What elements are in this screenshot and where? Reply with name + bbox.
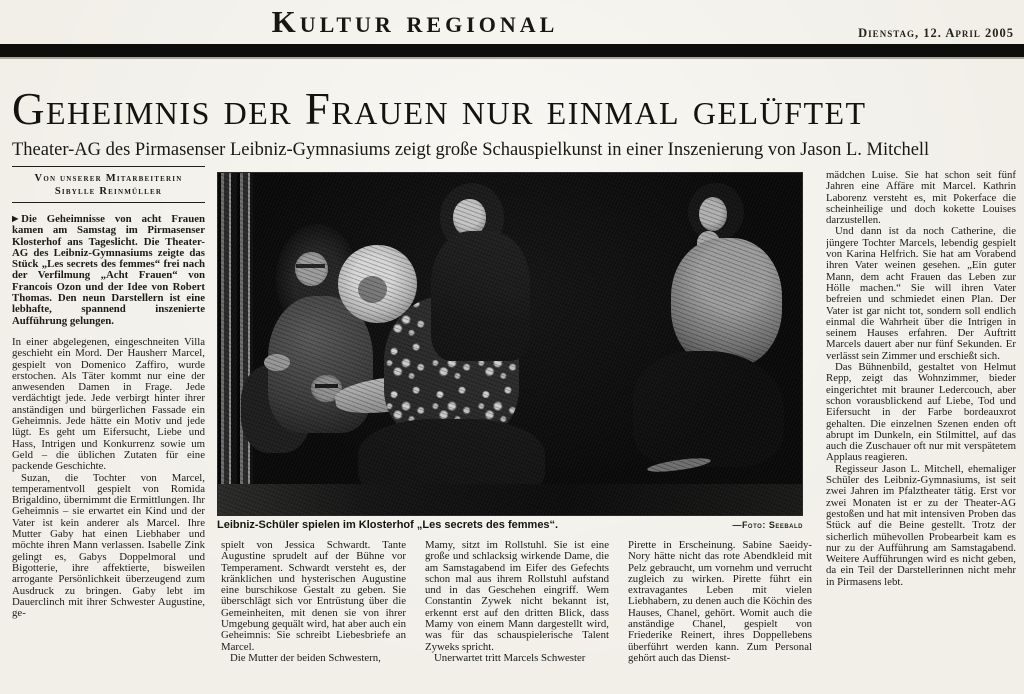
body-paragraph: spielt von Jessica Schwardt. Tante Augustine sprudelt auf der Bühne vor Temperament. Schwardt versteht es, der kränklichen und hysterischen Augustine eine burschikose Gestalt zu geben. Sie überschlägt sich vor Entrüstung über die Gemeinheiten, mit denen sie von ihrer Umgebung gequält wird, hat aber auch ein Geheimnis: Sie schreibt Liebesbriefe an Marcel. xyxy=(221,540,406,653)
body-paragraph: Unerwartet tritt Marcels Schwester xyxy=(434,651,586,664)
article-column-3 xyxy=(425,540,609,694)
byline xyxy=(12,166,205,203)
article-column-4 xyxy=(628,540,812,694)
article-headline: Geheimnis der Frauen nur einmal gelüftet xyxy=(12,84,867,134)
body-paragraph: Und dann ist da noch Catherine, die jüngere Tochter Marcels, lebendig gespielt von Karina Helfrich. Sie hat am Vorabend ihren Vater weinen gesehen. „Ein guter Mann, dem acht Frauen das Leben zur Hölle machen.“ Sie will ihren Vater befreien und schmiedet einen Plan. Der Vater ist gar nicht tot, sondern soll endlich einmal die Wahrheit über die Intrigen in seinem Hauses erfahren. Der Auftritt Marcels dauert aber nur fünf Sekunden. Er verlässt sein Zimmer und erschießt sich. xyxy=(826,225,1016,362)
article-column-5 xyxy=(826,170,1016,694)
photo-caption-row xyxy=(217,519,803,531)
body-paragraph: Regisseur Jason L. Mitchell, ehemaliger Schüler des Leibniz-Gymnasiums, ist seit zwei Jahren im Pfalztheater tätig. Erst vor zwei Monaten ist er zu der Theater-AG gestoßen und hat mit intensiven Proben das Stück auf die Beine gestellt. Trotz der sicherlich mühevollen Probearbeit kam es nur zu der Aufführung am Samstagabend. Weitere Aufführungen wird es nicht geben, da ein Teil der Darstellerinnen nicht mehr in Pirmasens lebt. xyxy=(826,462,1016,588)
masthead-rule-bar xyxy=(0,44,1024,57)
byline-role: Von unserer Mitarbeiterin xyxy=(34,173,183,184)
lead-text: Die Geheimnisse von acht Frauen kamen am Samstag im Pirmasenser Klosterhof ans Tageslicht. Die Theater-AG des Leibniz-Gymnasiums zeigte das Stück „Les secrets des femmes“ frei nach der Verfilmung „Acht Frauen“ von Francois Ozon und der Idee von Robert Thomas. Den neun Darstellern ist eine lebhafte, spannend inszenierte Aufführung gelungen. xyxy=(12,213,205,327)
body-paragraph: Die Mutter der beiden Schwestern, xyxy=(230,651,381,664)
article-subheadline: Theater-AG des Pirmasenser Leibniz-Gymnasiums zeigt große Schauspielkunst in einer Inszenierung von Jason L. Mitchell xyxy=(12,140,930,160)
body-paragraph: Mamy, sitzt im Rollstuhl. Sie ist eine große und schlacksig wirkende Dame, die am Samstagabend im Eifer des Gefechts schon mal aus ihrem Rollstuhl aufstand und in das Geschehen eingriff. Wem Constantin Zywek nicht bekannt ist, erkennt erst auf den dritten Blick, dass Mamy von einem Mann dargestellt wird, was für das schauspielerische Talent Zyweks spricht. xyxy=(425,540,609,653)
issue-date: Dienstag, 12. April 2005 xyxy=(858,26,1014,40)
body-paragraph: Pirette in Erscheinung. Sabine Saeidy-Nory hätte nicht das rote Abendkleid mit Pelz gebraucht, um vornehm und verrucht zugleich zu wirken. Pirette führt ein extravagantes Leben mit vielen Liebhabern, zu denen auch die Köchin des Hauses, Chanel, gehört. Womit auch die anständige Chanel, gespielt von Friederike Reinert, ihres Doppellebens überführt werden kann. Zum Personal gehört auch das Dienst- xyxy=(628,540,812,664)
section-title: Kultur regional xyxy=(271,4,559,39)
photo-film-grain-overlay xyxy=(218,173,802,515)
article-column-2 xyxy=(221,540,406,694)
body-paragraph: Das Bühnenbild, gestaltet von Helmut Repp, zeigt das Wohnzimmer, bieder eingerichtet mit brauner Ledercouch, aber schon vorausblickend auf Liebe, Tod und Eifersucht in der Farbe bordeauxrot gehalten. Die einzelnen Szenen enden oft abrupt im Dunkeln, ein Stilmittel, auf das auch die Zuschauer oft nur mit verspätetem Applaus reagieren. xyxy=(826,361,1016,464)
body-paragraph: mädchen Luise. Sie hat schon seit fünf Jahren eine Affäre mit Marcel. Kathrin Laborenz versteht es, mit Pokerface die scheinheilige und doch kokette Louises darzustellen. xyxy=(826,170,1016,227)
byline-author: Sibylle Reinmüller xyxy=(54,186,163,197)
body-paragraph: In einer abgelegenen, eingeschneiten Villa geschieht ein Mord. Der Hausherr Marcel, gespielt von Domenico Zaffiro, wurde erstochen. Als Täter kommt nur eine der anwesenden Damen in Frage. Jede verdächtigt jede. Jede verbirgt hinter ihrer anständigen und bürgerlichen Fassade ein Geheimnis. Jede hätte ein Motiv und jede lügt. Es geht um Eifersucht, Liebe und Hass, Intrigen und Konkurrenz sowie um Geld – die üblichen Zutaten für eine packende Geschichte. xyxy=(12,335,205,473)
stage-photo xyxy=(217,172,803,516)
lead-paragraph xyxy=(12,213,205,327)
photo-credit: —Foto: Seebald xyxy=(732,520,803,530)
body-paragraph: Suzan, die Tochter von Marcel, temperamentvoll gespielt von Romida Brigaldino, übernimmt die Ermittlungen. Ihr Geheimnis – sie erwartet ein Kind und der Vater ist kein anderer als Marcel. Ihre Mutter Gaby hat einen Liebhaber und möchte ihren Mann verlassen. Isabelle Zink gelingt es, Gabys Doppelmoral und Bigotterie, ihre affektierte, bisweilen arrogante Persönlichkeit überzeugend zum Ausdruck zu bringen. Gaby lebt im Dauerclinch mit ihrer Schwester Augustine, ge- xyxy=(12,471,205,620)
article-column-1 xyxy=(12,166,205,694)
photo-caption: Leibniz-Schüler spielen im Klosterhof „Les secrets des femmes“. xyxy=(217,519,559,531)
lead-arrow-icon: ▶ xyxy=(12,214,19,223)
